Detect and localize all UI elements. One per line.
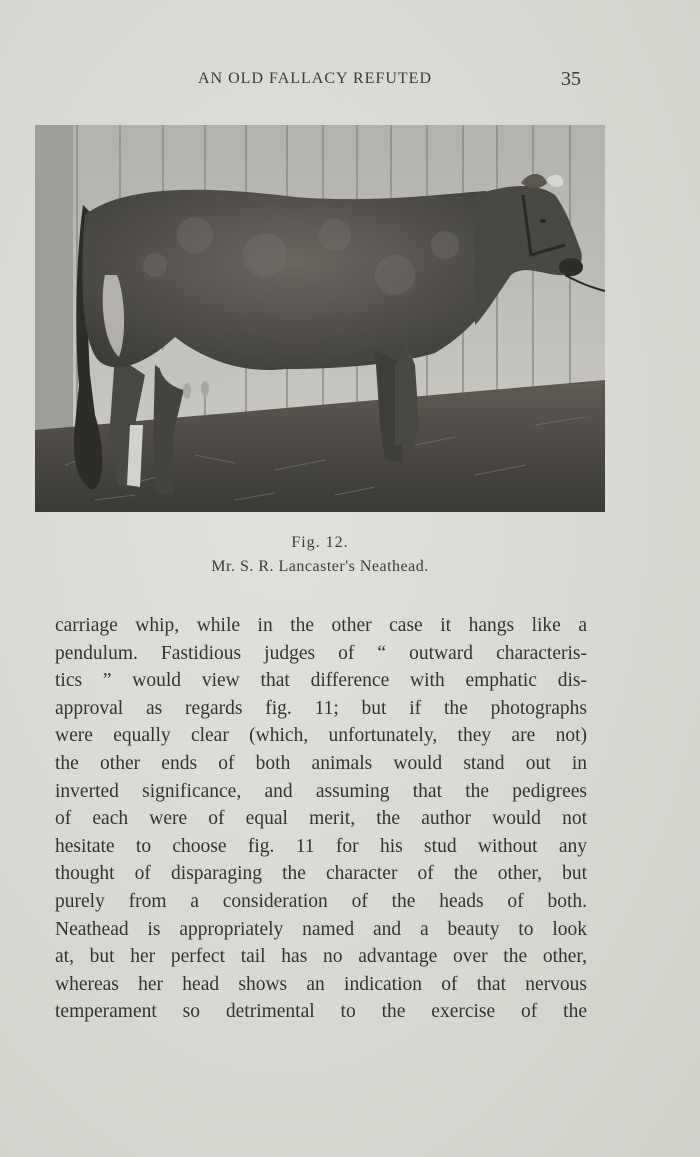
text-line: carriage whip, while in the other case it hangs like a <box>55 615 587 636</box>
text-line: Neathead is appropriately named and a beauty to look <box>55 918 587 940</box>
text-line: of each were of equal merit, the author would not <box>55 808 587 830</box>
body-paragraph <box>55 612 587 1026</box>
figure-label: Fig. 12. <box>291 534 349 551</box>
cow-photo-illustration <box>35 125 605 512</box>
running-head <box>0 68 700 92</box>
text-line: whereas her head shows an indication of that nervous <box>55 973 587 995</box>
text-line: approval as regards fig. 11; but if the photographs <box>55 697 587 719</box>
page-number: 35 <box>561 68 581 90</box>
figure-caption: Mr. S. R. Lancaster's Neathead. <box>211 558 429 575</box>
text-line: the other ends of both animals would stand out in <box>55 752 587 774</box>
text-line: inverted significance, and assuming that the pedigrees <box>55 780 587 802</box>
text-line: pendulum. Fastidious judges of “ outward characteris- <box>55 642 587 664</box>
text-line: tics ” would view that difference with emphatic dis- <box>55 670 587 692</box>
cow-photograph <box>35 125 605 512</box>
running-title: AN OLD FALLACY REFUTED <box>198 70 432 87</box>
text-line: temperament so detrimental to the exercise of the <box>55 1001 587 1023</box>
text-line: hesitate to choose fig. 11 for his stud without any <box>55 835 587 857</box>
text-line: purely from a consideration of the heads of both. <box>55 890 587 912</box>
text-line: at, but her perfect tail has no advantage over the other, <box>55 946 587 968</box>
text-line: were equally clear (which, unfortunately, they are not) <box>55 725 587 747</box>
text-line: thought of disparaging the character of the other, but <box>55 863 587 885</box>
